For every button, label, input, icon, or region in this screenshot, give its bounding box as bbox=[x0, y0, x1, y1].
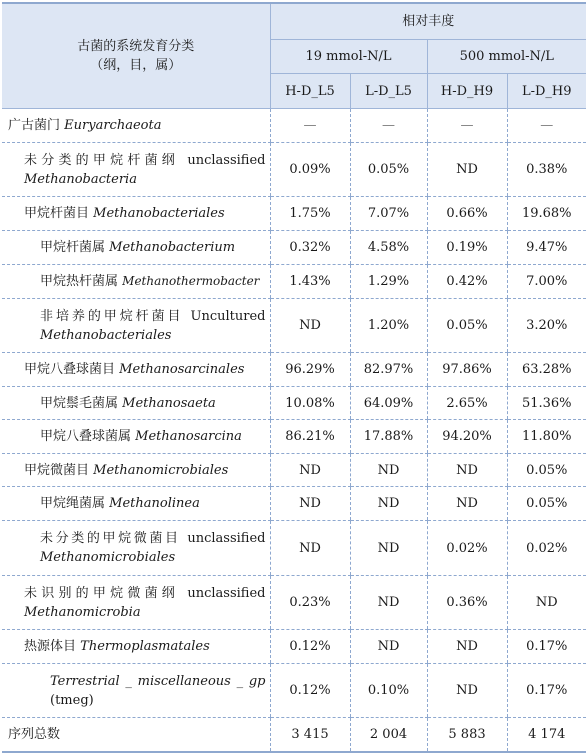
table-row bbox=[2, 265, 586, 299]
value-cell: 0.10% bbox=[350, 664, 427, 718]
value-cell: ND bbox=[507, 576, 586, 630]
value-cell: 0.66% bbox=[427, 197, 507, 231]
value-cell: ND bbox=[270, 521, 350, 576]
taxon-latin: Methanomicrobiales bbox=[93, 462, 229, 478]
value-cell: 1.43% bbox=[270, 265, 350, 299]
value-cell: 63.28% bbox=[507, 353, 586, 387]
value-cell: 0.12% bbox=[270, 664, 350, 718]
taxon-latin: Methanosarcinales bbox=[119, 362, 245, 377]
value-cell: ND bbox=[427, 664, 507, 718]
taxon-latin: Methanobacteriales bbox=[40, 327, 172, 343]
value-cell: 19.68% bbox=[507, 197, 586, 231]
value-cell: 86.21% bbox=[270, 420, 350, 454]
taxon-latin: Methanomicrobiales bbox=[40, 550, 176, 565]
table-row bbox=[2, 109, 586, 143]
value-cell: ND bbox=[427, 454, 507, 487]
value-cell: ND bbox=[270, 487, 350, 521]
table-row bbox=[2, 143, 586, 197]
taxon-latin: Methanolinea bbox=[109, 496, 200, 511]
value-cell: 0.32% bbox=[270, 231, 350, 265]
value-cell: 64.09% bbox=[350, 387, 427, 420]
taxon-cn: 非培养的甲烷杆菌目 Uncultured bbox=[40, 308, 266, 324]
value-cell: 94.20% bbox=[427, 420, 507, 454]
value-cell: 0.05% bbox=[507, 487, 586, 521]
column-header: H-D_L5 bbox=[270, 74, 350, 109]
taxon-cn: 未分类的甲烷微菌目 unclassified bbox=[40, 531, 266, 546]
taxon-cell bbox=[2, 576, 270, 630]
taxon-cn: 甲烷微菌目 bbox=[24, 462, 90, 478]
taxon-cell bbox=[2, 630, 270, 664]
category-header bbox=[2, 3, 270, 109]
taxon-cell bbox=[2, 109, 270, 143]
table-row bbox=[2, 420, 586, 454]
taxon-latin: Methanosaeta bbox=[122, 395, 216, 411]
value-cell: 97.86% bbox=[427, 353, 507, 387]
group-500-header: 500 mmol-N/L bbox=[427, 40, 586, 74]
taxon-latin: Terrestrial _ miscellaneous _ gp bbox=[50, 673, 266, 689]
group-19-header: 19 mmol-N/L bbox=[270, 40, 427, 74]
category-header-line2: （纲，目，属） bbox=[90, 58, 182, 73]
value-cell: 82.97% bbox=[350, 353, 427, 387]
value-cell: 1.29% bbox=[350, 265, 427, 299]
value-cell: ND bbox=[350, 521, 427, 576]
taxon-latin: Methanobacterium bbox=[109, 240, 236, 255]
taxon-cell bbox=[2, 487, 270, 521]
table-row bbox=[2, 353, 586, 387]
table-row bbox=[2, 664, 586, 718]
archaea-abundance-table bbox=[2, 2, 586, 753]
taxon-cell bbox=[2, 143, 270, 197]
value-cell: ND bbox=[350, 487, 427, 521]
column-header: H-D_H9 bbox=[427, 74, 507, 109]
value-cell: 11.80% bbox=[507, 420, 586, 454]
taxon-cn: 甲烷八叠球菌属 bbox=[40, 429, 132, 444]
value-cell: 0.05% bbox=[350, 143, 427, 197]
taxon-cell bbox=[2, 420, 270, 454]
taxon-cell bbox=[2, 197, 270, 231]
value-dash: — bbox=[460, 118, 474, 133]
value-cell: ND bbox=[427, 143, 507, 197]
taxon-cn: 热源体目 bbox=[24, 639, 77, 654]
table-row bbox=[2, 299, 586, 353]
value-cell: 7.07% bbox=[350, 197, 427, 231]
taxon-latin: Thermoplasmatales bbox=[80, 639, 210, 654]
table-row bbox=[2, 454, 586, 487]
taxon-latin: Methanobacteriales bbox=[93, 206, 225, 221]
value-cell: 1.20% bbox=[350, 299, 427, 353]
taxon-cn: 广古菌门 bbox=[8, 118, 61, 133]
taxon-cn: 甲烷八叠球菌目 bbox=[24, 362, 116, 377]
value-cell: 0.05% bbox=[507, 454, 586, 487]
value-cell: 2.65% bbox=[427, 387, 507, 420]
taxon-cell bbox=[2, 265, 270, 299]
category-header-line1: 古菌的系统发育分类 bbox=[77, 39, 195, 54]
value-cell: 3.20% bbox=[507, 299, 586, 353]
taxon-latin: Methanosarcina bbox=[135, 429, 242, 444]
value-cell: ND bbox=[270, 454, 350, 487]
taxon-cn: 甲烷杆菌目 bbox=[24, 206, 90, 221]
value-cell: 0.17% bbox=[507, 664, 586, 718]
taxon-cell bbox=[2, 387, 270, 420]
value-cell bbox=[350, 109, 427, 143]
taxon-cn: 甲烷热杆菌属 bbox=[40, 274, 119, 289]
total-label: 序列总数 bbox=[2, 718, 270, 752]
value-cell: 17.88% bbox=[350, 420, 427, 454]
table-row bbox=[2, 387, 586, 420]
taxon-cell bbox=[2, 299, 270, 353]
taxon-cn: 甲烷杆菌属 bbox=[40, 240, 106, 255]
table-header bbox=[2, 3, 586, 109]
table-row bbox=[2, 231, 586, 265]
value-dash: — bbox=[382, 118, 395, 133]
value-cell: 51.36% bbox=[507, 387, 586, 420]
table-row bbox=[2, 576, 586, 630]
total-value: 4 174 bbox=[507, 718, 586, 752]
value-cell: 0.02% bbox=[427, 521, 507, 576]
taxon-cn: 未识别的甲烷微菌纲 unclassified bbox=[24, 585, 266, 601]
taxon-latin: Methanobacteria bbox=[24, 171, 137, 187]
taxon-latin: Euryarchaeota bbox=[64, 118, 162, 133]
value-cell: 0.12% bbox=[270, 630, 350, 664]
table-body bbox=[2, 109, 586, 752]
value-cell: 0.19% bbox=[427, 231, 507, 265]
taxon-latin: Methanothermobacter bbox=[122, 274, 260, 288]
value-cell: 4.58% bbox=[350, 231, 427, 265]
value-dash: — bbox=[303, 118, 317, 133]
table-row bbox=[2, 487, 586, 521]
value-cell: ND bbox=[350, 454, 427, 487]
value-cell: 0.17% bbox=[507, 630, 586, 664]
table-row bbox=[2, 521, 586, 576]
value-cell: ND bbox=[270, 299, 350, 353]
taxon-latin: Methanomicrobia bbox=[24, 604, 141, 620]
column-header: L-D_L5 bbox=[350, 74, 427, 109]
value-cell bbox=[427, 109, 507, 143]
total-value: 5 883 bbox=[427, 718, 507, 752]
value-cell: 96.29% bbox=[270, 353, 350, 387]
value-cell bbox=[270, 109, 350, 143]
total-row bbox=[2, 718, 586, 752]
taxon-cell bbox=[2, 454, 270, 487]
taxon-latin-suffix: (tmeg) bbox=[50, 692, 94, 708]
value-cell: 0.36% bbox=[427, 576, 507, 630]
total-value: 2 004 bbox=[350, 718, 427, 752]
taxon-cell bbox=[2, 521, 270, 576]
table-row bbox=[2, 630, 586, 664]
value-cell: 7.00% bbox=[507, 265, 586, 299]
value-cell: 9.47% bbox=[507, 231, 586, 265]
value-cell: 0.05% bbox=[427, 299, 507, 353]
total-value: 3 415 bbox=[270, 718, 350, 752]
value-cell: 0.09% bbox=[270, 143, 350, 197]
value-cell: 0.42% bbox=[427, 265, 507, 299]
value-cell: 0.23% bbox=[270, 576, 350, 630]
column-header: L-D_H9 bbox=[507, 74, 586, 109]
taxon-cn: 甲烷鬃毛菌属 bbox=[40, 395, 119, 411]
table-row bbox=[2, 197, 586, 231]
value-cell: ND bbox=[350, 630, 427, 664]
value-cell: ND bbox=[350, 576, 427, 630]
value-cell: ND bbox=[427, 630, 507, 664]
value-cell: 1.75% bbox=[270, 197, 350, 231]
value-cell: 0.02% bbox=[507, 521, 586, 576]
value-cell: 0.38% bbox=[507, 143, 586, 197]
value-cell: 10.08% bbox=[270, 387, 350, 420]
taxon-cn: 甲烷绳菌属 bbox=[40, 496, 106, 511]
taxon-cell bbox=[2, 664, 270, 718]
value-cell bbox=[507, 109, 586, 143]
value-dash: — bbox=[540, 118, 554, 133]
taxon-cell bbox=[2, 231, 270, 265]
abundance-header: 相对丰度 bbox=[270, 3, 586, 40]
value-cell: ND bbox=[427, 487, 507, 521]
taxon-cn: 未分类的甲烷杆菌纲 unclassified bbox=[24, 152, 266, 168]
taxon-cell bbox=[2, 353, 270, 387]
